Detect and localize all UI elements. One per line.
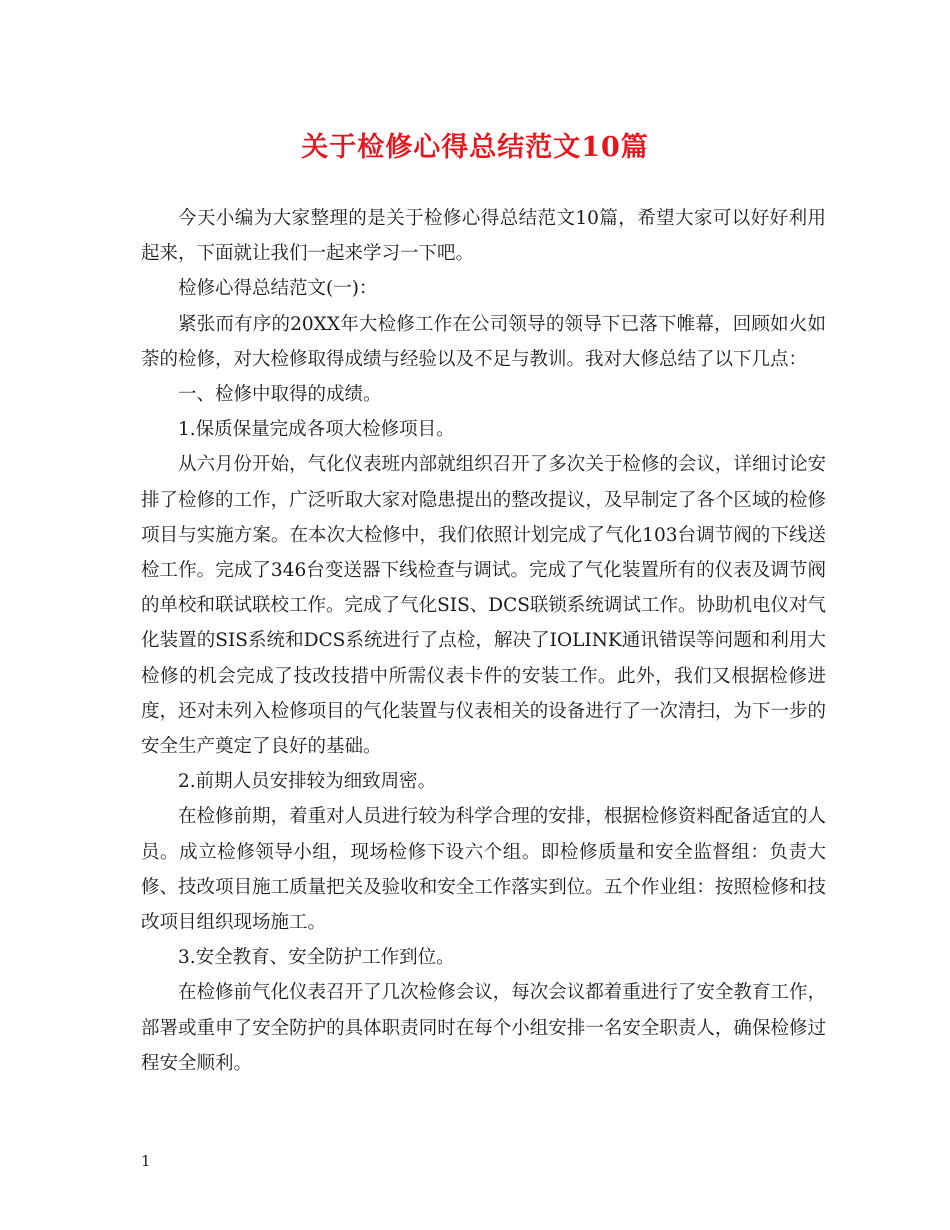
body-paragraph: 从六月份开始，气化仪表班内部就组织召开了多次关于检修的会议，详细讨论安排了检修的工作，广泛听取大家对隐患提出的整改提议，及早制定了各个区域的检修项目与实施方案。在本次大检修中，我们依照计划完成了气化103台调节阀的下线送检工作。完成了346台变送器下线检查与调试。完成了气化装置所有的仪表及调节阀的单校和联试联校工作。完成了气化SIS、DCS联锁系统调试工作。协助机电仪对气化装置的SIS系统和DCS系统进行了点检，解决了IOLINK通讯错误等问题和利用大检修的机会完成了技改技措中所需仪表卡件的安装工作。此外，我们又根据检修进度，还对未列入检修项目的气化装置与仪表相关的设备进行了一次清扫，为下一步的安全生产奠定了良好的基础。 <box>141 454 826 758</box>
body-paragraph: 在检修前气化仪表召开了几次检修会议，每次会议都着重进行了安全教育工作，部署或重申了安全防护的具体职责同时在每个小组安排一名安全职责人，确保检修过程安全顺利。 <box>141 982 826 1074</box>
intro-paragraph: 今天小编为大家整理的是关于检修心得总结范文10篇，希望大家可以好好利用起来，下面就让我们一起来学习一下吧。 <box>141 208 826 265</box>
document-body <box>141 201 826 1081</box>
document-title: 关于检修心得总结范文10篇 <box>301 132 649 163</box>
list-item-heading: 2.前期人员安排较为细致周密。 <box>178 771 437 793</box>
page-number: 1 <box>141 1152 151 1170</box>
subsection-heading: 一、检修中取得的成绩。 <box>178 384 382 406</box>
list-item-heading: 1.保质保量完成各项大检修项目。 <box>178 419 455 441</box>
body-paragraph: 紧张而有序的20XX年大检修工作在公司领导的领导下已落下帷幕，回顾如火如荼的检修，对大检修取得成绩与经验以及不足与教训。我对大修总结了以下几点： <box>141 313 826 370</box>
body-paragraph: 在检修前期，着重对人员进行较为科学合理的安排，根据检修资料配备适宜的人员。成立检修领导小组，现场检修下设六个组。即检修质量和安全监督组：负责大修、技改项目施工质量把关及验收和安全工作落实到位。五个作业组：按照检修和技改项目组织现场施工。 <box>141 806 826 934</box>
section-heading: 检修心得总结范文(一)： <box>178 278 378 300</box>
list-item-heading: 3.安全教育、安全防护工作到位。 <box>178 947 455 969</box>
